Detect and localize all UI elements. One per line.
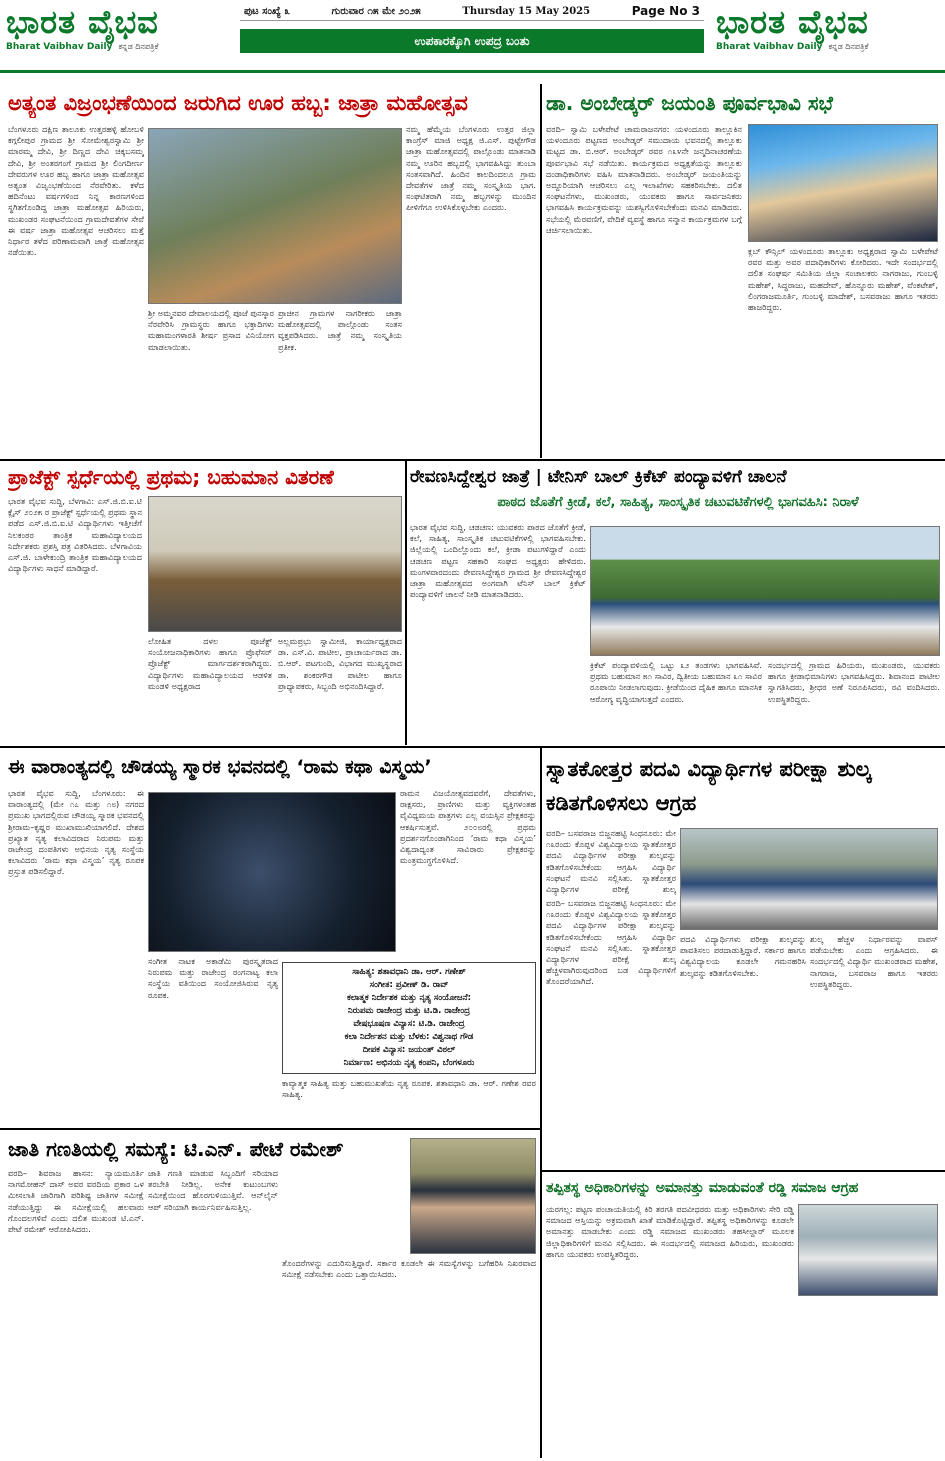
credit-line-4: ನಿರುಪಮ ರಾಜೇಂದ್ರ ಮತ್ತು ಟಿ.ಡಿ. ರಾಜೇಂದ್ರ bbox=[348, 1006, 470, 1016]
article-7-col2: ಜಾತಿ ಗಣತಿ ಮಾಡುವ ಸಿಬ್ಬಂದಿಗೆ ಸರಿಯಾದ ತರಬೇತಿ ನೀಡಿಲ್ಲ. ಅನೇಕ ಕುಟುಂಬಗಳು ಸಮೀಕ್ಷೆಯಿಂದ ಹೊರಗುಳಿಯುತ್ತಿವೆ. ಆನ್‌ಲೈನ್ ಆಪ್ ಸರಿಯಾಗಿ ಕಾರ್ಯನಿರ್ವಹಿಸುತ್ತಿಲ್ಲ. bbox=[148, 1168, 278, 1212]
masthead-tagline-right: ಕನ್ನಡ ದಿನಪತ್ರಿಕೆ bbox=[828, 42, 869, 51]
vertical-divider-mid bbox=[405, 461, 407, 745]
credit-line-2: ಸಂಗೀತ: ಪ್ರವೀಣ್ ಡಿ. ರಾವ್ bbox=[369, 980, 449, 990]
masthead-divider bbox=[0, 70, 945, 73]
article-3-headline: ಪ್ರಾಜೆಕ್ಟ್ ಸ್ಪರ್ಧೆಯಲ್ಲಿ ಪ್ರಥಮ; ಬಹುಮಾನ ವಿತರಣೆ bbox=[8, 465, 334, 489]
article-2-photo bbox=[748, 124, 938, 242]
article-6-photo bbox=[680, 828, 938, 930]
article-7-photo bbox=[410, 1138, 536, 1254]
article-1-col3: ಪ್ರಾಚೀನ ಗ್ರಾಮಗಳ ನಾಗರೀಕರು ಜಾತ್ರಾ ಮಹೋತ್ಸವದಲ್ಲಿ ಪಾಲ್ಗೊಂಡು ಸಂತಸ ವ್ಯಕ್ತಪಡಿಸಿದರು. ಜಾತ್ರೆ ನಮ್ಮ ಸಂಸ್ಕೃತಿಯ ಪ್ರತೀಕ. bbox=[278, 308, 402, 352]
article-4-photo bbox=[590, 526, 940, 656]
article-7-col3: ತೊಂದರೆಗಳನ್ನು ಎದುರಿಸುತ್ತಿದ್ದಾರೆ. ಸರ್ಕಾರ ಕೂಡಲೇ ಈ ಸಮಸ್ಯೆಗಳನ್ನು ಬಗೆಹರಿಸಿ ನಿಖರವಾದ ಸಮೀಕ್ಷೆ ನಡೆಸಬೇಕು ಎಂದು ಒತ್ತಾಯಿಸಿದರು. bbox=[282, 1258, 536, 1280]
section-divider-3 bbox=[0, 1128, 540, 1130]
issue-info: ಪುಟ ಸಂಖ್ಯೆ ೩ bbox=[244, 5, 291, 17]
masthead-title: ಭಾರತ ವೈಭವ bbox=[6, 3, 159, 41]
article-4-col3: ಸಂದರ್ಭದಲ್ಲಿ ಗ್ರಾಮದ ಹಿರಿಯರು, ಮುಖಂಡರು, ಯುವಕರು ಹಾಗೂ ಕ್ರೀಡಾಭಿಮಾನಿಗಳು ಭಾಗವಹಿಸಿದ್ದರು. ಶಿವಾನಂದ ಪಾಟೀಲ ಸ್ವಾಗತಿಸಿದರು, ಶ್ರೀಧರ ಅಣೆ ನಿರೂಪಿಸಿದರು, ರವಿ ವಂದಿಸಿದರು. ಉಪಸ್ಥಿತರಿದ್ದರು. bbox=[768, 660, 940, 704]
article-4-subhead: ಪಾಠದ ಜೊತೆಗೆ ಕ್ರೀಡೆ, ಕಲೆ, ಸಾಹಿತ್ಯ, ಸಾಂಸ್ಕೃತಿಕ ಚಟುವಟಿಕೆಗಳಲ್ಲಿ ಭಾಗವಹಿಸಿ: ನಿರಾಳೆ bbox=[497, 495, 859, 510]
masthead-subtitle: Bharat Vaibhav Daily bbox=[6, 42, 113, 52]
article-3-photo bbox=[148, 496, 402, 632]
article-8-col1: ಯರಗಲ್ಲ: ಪಟ್ಟಣ ಪಂಚಾಯತಿಯಲ್ಲಿ ಕಿರಿ ತರಗತಿ ಪದವೀಧರರು ಮತ್ತು ಅಧಿಕಾರಿಗಳು ಸೇರಿ ರಡ್ಡಿ ಸಮಾಜದ ಆಸ್ತಿಯನ್ನು ಅಕ್ರಮವಾಗಿ ಖಾತೆ ಮಾಡಿಕೊಟ್ಟಿದ್ದಾರೆ. ತಪ್ಪಿತಸ್ಥ ಅಧಿಕಾರಿಗಳನ್ನು ಕೂಡಲೇ ಅಮಾನತ್ತು ಮಾಡಬೇಕು ಎಂದು ರಡ್ಡಿ ಸಮಾಜದ ಮುಖಂಡರು ತಹಸೀಲ್ದಾರ್ ಮೂಲಕ ಜಿಲ್ಲಾಧಿಕಾರಿಗಳಿಗೆ ಮನವಿ ಸಲ್ಲಿಸಿದರು. ಈ ಸಂದರ್ಭದಲ್ಲಿ ಸಮಾಜದ ಹಿರಿಯರು, ಮುಖಂಡರು ಹಾಗೂ ಯುವಕರು ಉಪಸ್ಥಿತರಿದ್ದರು. bbox=[546, 1204, 794, 1259]
article-5-col1: ಭಾರತ ವೈಭವ ಸುದ್ದಿ, ಬೆಂಗಳೂರು: ಈ ವಾರಾಂತ್ಯದಲ್ಲಿ (ಮೇ ೧೭ ಮತ್ತು ೧೮) ನಗರದ ಪ್ರಮುಖ ಭಾಗದಲ್ಲಿರುವ ಚೌಡಯ್ಯ ಸ್ಮಾರಕ ಭವನದಲ್ಲಿ ಶ್ರೀರಾಮ–ಕೃಷ್ಣರ ಮುಖಾಮುಖಿಯಾಗಲಿದೆ. ದೇಶದ ಪ್ರಖ್ಯಾತ ನೃತ್ಯ ಕಲಾವಿದರಾದ ನಿರುಪಮ ಮತ್ತು ರಾಜೇಂದ್ರ ದಂಪತಿಗಳು ಅಭಿನಯ ನೃತ್ಯ ಸಂಸ್ಥೆಯ ಕಲಾವಿದರು ‘ರಾಮ ಕಥಾ ವಿಸ್ಮಯ’ ನೃತ್ಯ ರೂಪಕ ಪ್ರಸ್ತುತ ಪಡಿಸಲಿದ್ದಾರೆ. bbox=[8, 788, 144, 877]
article-4-col2: ಕ್ರಿಕೆಟ್ ಪಂದ್ಯಾವಳಿಯಲ್ಲಿ ಒಟ್ಟು ೩೨ ತಂಡಗಳು ಭಾಗವಹಿಸಿವೆ. ಪ್ರಥಮ ಬಹುಮಾನ ೫೧ ಸಾವಿರ, ದ್ವಿತೀಯ ಬಹುಮಾನ ೩೧ ಸಾವಿರ ರೂಪಾಯಿ ನೀಡಲಾಗುವುದು. ಕ್ರೀಡೆಯಿಂದ ದೈಹಿಕ ಹಾಗೂ ಮಾನಸಿಕ ಆರೋಗ್ಯ ವೃದ್ಧಿಯಾಗುತ್ತದೆ ಎಂದರು. bbox=[590, 660, 762, 704]
article-6-col1-cont: ವರದಿ– ಬಸವರಾಜ ಬಿಜ್ಜನಹಟ್ಟಿ ಸಿಂಧನೂರು: ಮೇ ೧೩ರಂದು ಕೊಪ್ಪಳ ವಿಶ್ವವಿದ್ಯಾಲಯ ಸ್ನಾತಕೋತ್ತರ ಪದವಿ ವಿದ್ಯಾರ್ಥಿಗಳ ಪರೀಕ್ಷಾ ಶುಲ್ಕವನ್ನು ಕಡಿತಗೊಳಿಸಬೇಕೆಂದು ಆಗ್ರಹಿಸಿ ವಿದ್ಯಾರ್ಥಿ ಸಂಘಟನೆ ಮನವಿ ಸಲ್ಲಿಸಿತು. ಸ್ನಾತಕೋತ್ತರ ವಿದ್ಯಾರ್ಥಿಗಳ ಪರೀಕ್ಷೆ ಶುಲ್ಕ ಹೆಚ್ಚಳವಾಗಿರುವುದರಿಂದ ಬಡ ವಿದ್ಯಾರ್ಥಿಗಳಿಗೆ ತೊಂದರೆಯಾಗಿದೆ. bbox=[546, 898, 676, 987]
masthead-right bbox=[716, 2, 940, 64]
article-2-col2: ಕ್ಲಬ್ ಕೌನ್ಸಿಲ್ ಯಳಂದೂರು ತಾಲ್ಲೂಕು ಅಧ್ಯಕ್ಷರಾದ ಸ್ವಾಮಿ ಬಳೇಪೇಟೆ ರವರ ಮತ್ತು ಅವರ ಪದಾಧಿಕಾರಿಗಳು ಕೋರಿದರು. ಇದೇ ಸಂದರ್ಭದಲ್ಲಿ ದಲಿತ ಸಂಘರ್ಷ ಸಮಿತಿಯ ಜಿಲ್ಲಾ ಸಂಚಾಲಕರು ನಾಗರಾಜು, ಗುಂಬಳ್ಳಿ ಮಹೇಶ್, ಸಿದ್ದರಾಜು, ಮಹದೇವ್, ಹೊನ್ನೂರು ಮಹೇಶ್, ವೆಂಕಟೇಶ್, ಲಿಂಗರಾಜಮೂರ್ತಿ, ಗುಂಬಳ್ಳಿ ಮಾದೇಶ್, ಬಸವರಾಜು ಹಾಗೂ ಇತರರು ಹಾಜರಿದ್ದರು. bbox=[748, 246, 938, 313]
article-1-col2: ಶ್ರೀ ಅಮ್ಮನವರ ದೇವಾಲಯದಲ್ಲಿ ಪೂಜೆ ಪುನಸ್ಕಾರ ನೆರವೇರಿಸಿ ಗ್ರಾಮಸ್ಥರು ಹಾಗೂ ಭಕ್ತಾದಿಗಳು ಮಹಾಮಂಗಳಾರತಿ ಶೀರ್ಷ ಪ್ರಸಾದ ವಿನಿಯೋಗ ಮಾಡಲಾಯಿತು. bbox=[148, 308, 274, 352]
section-divider-4 bbox=[542, 1170, 945, 1172]
article-6-col1: ವರದಿ– ಬಸವರಾಜ ಬಿಜ್ಜನಹಟ್ಟಿ ಸಿಂಧನೂರು: ಮೇ ೧೩ರಂದು ಕೊಪ್ಪಳ ವಿಶ್ವವಿದ್ಯಾಲಯ ಸ್ನಾತಕೋತ್ತರ ಪದವಿ ವಿದ್ಯಾರ್ಥಿಗಳ ಪರೀಕ್ಷಾ ಶುಲ್ಕವನ್ನು ಕಡಿತಗೊಳಿಸಬೇಕೆಂದು ಆಗ್ರಹಿಸಿ ವಿದ್ಯಾರ್ಥಿ ಸಂಘಟನೆ ಮನವಿ ಸಲ್ಲಿಸಿತು. ಸ್ನಾತಕೋತ್ತರ ವಿದ್ಯಾರ್ಥಿಗಳ ಪರೀಕ್ಷೆ ಶುಲ್ಕ bbox=[546, 828, 676, 895]
article-6-headline: ಸ್ನಾತಕೋತ್ತರ ಪದವಿ ವಿದ್ಯಾರ್ಥಿಗಳ ಪರೀಕ್ಷಾ ಶುಲ್ಕ ಕಡಿತಗೊಳಿಸಲು ಆಗ್ರಹ bbox=[546, 757, 872, 815]
masthead-tagline: ಕನ್ನಡ ದಿನಪತ್ರಿಕೆ bbox=[118, 42, 159, 51]
masthead-left bbox=[6, 2, 234, 64]
masthead-center bbox=[240, 2, 704, 64]
article-6-col3: ಶುಲ್ಕ ಹೆಚ್ಚಳ ನಿರ್ಧಾರವನ್ನು ವಾಪಸ್ ಪಡೆಯಬೇಕು ಎಂದು ಆಗ್ರಹಿಸಿದರು. ಈ ಸಂದರ್ಭದಲ್ಲಿ ವಿದ್ಯಾರ್ಥಿ ಮುಖಂಡರಾದ ಮಹೇಶ, ನಾಗರಾಜ, ಬಸವರಾಜ ಹಾಗೂ ಇತರರು ಉಪಸ್ಥಿತರಿದ್ದರು. bbox=[810, 934, 938, 989]
article-7-headline: ಜಾತಿ ಗಣತಿಯಲ್ಲಿ ಸಮಸ್ಯೆ: ಟಿ.ಎನ್. ಪೇಟೆ ರಮೇಶ್ bbox=[8, 1137, 344, 1161]
article-4-headline: ರೇವಣಸಿದ್ದೇಶ್ವರ ಜಾತ್ರೆ | ಟೇನಿಸ್ ಬಾಲ್ ಕ್ರಿಕೆಟ್ ಪಂದ್ಯಾವಳಿಗೆ ಚಾಲನೆ bbox=[410, 467, 787, 487]
masthead-title-right: ಭಾರತ ವೈಭವ bbox=[716, 3, 869, 41]
article-2-headline: ಡಾ. ಅಂಬೇಡ್ಕರ್ ಜಯಂತಿ ಪೂರ್ವಭಾವಿ ಸಭೆ bbox=[546, 91, 833, 115]
article-3-col3: ಅಲ್ಲಮಪ್ರಭು ಸ್ವಾಮೀಜಿ, ಕಾರ್ಯಾಧ್ಯಕ್ಷರಾದ ಡಾ. ಎಸ್.ವಿ. ಪಾಟೀಲ, ಪ್ರಾಚಾರ್ಯರಾದ ಡಾ. ಬಿ.ಆರ್. ಪಟಗುಂದಿ, ವಿಭಾಗದ ಮುಖ್ಯಸ್ಥರಾದ ಡಾ. ಶಂಕರಗೌಡ ಪಾಟೀಲ ಹಾಗೂ ಪ್ರಾಧ್ಯಾಪಕರು, ಸಿಬ್ಬಂದಿ ಅಭಿನಂದಿಸಿದ್ದಾರೆ. bbox=[278, 636, 402, 691]
slogan-banner bbox=[240, 29, 704, 53]
article-3-col1: ಭಾರತ ವೈಭವ ಸುದ್ದಿ, ಬೆಳಗಾವಿ: ಎಸ್.ಜಿ.ಬಿ.ಐ.ಟಿ ಕ್ಲೈಸ್ ೨೦೨೫ ರ ಪ್ರಾಜೆಕ್ಟ್ ಸ್ಪರ್ಧೆಯಲ್ಲಿ ಪ್ರಥಮ ಸ್ಥಾನ ಪಡೆದ ಎಸ್.ಜಿ.ಬಿ.ಐ.ಟಿ ವಿದ್ಯಾರ್ಥಿಗಳು ಇತ್ತೀಚೆಗೆ ನಿಲಕಂಠರ ತಾಂತ್ರಿಕ ಮಹಾವಿದ್ಯಾಲಯದ ನಿರ್ದೇಶಕರು ಪ್ರಶಸ್ತಿ ಪತ್ರ ವಿತರಿಸಿದರು. ಬೆಳಗಾವಿಯ ಎಸ್.ಜಿ. ಬಾಳೇಕುಂದ್ರಿ ತಾಂತ್ರಿಕ ಮಹಾವಿದ್ಯಾಲಯದ ವಿದ್ಯಾರ್ಥಿಗಳು ಸಾಧನೆ ಮಾಡಿದ್ದಾರೆ. bbox=[8, 496, 142, 574]
date-kannada: ಗುರುವಾರ ೧೫ ಮೇ ೨೦೨೫ bbox=[331, 5, 421, 17]
article-1-photo bbox=[148, 128, 402, 304]
article-5-photo bbox=[148, 792, 396, 952]
credit-line-1: ಸಾಹಿತ್ಯ: ಶತಾವಧಾನಿ ಡಾ. ಆರ್. ಗಣೇಶ್ bbox=[352, 967, 466, 977]
article-5-credits-box bbox=[282, 962, 536, 1074]
date-english: Thursday 15 May 2025 bbox=[462, 5, 591, 17]
article-6-col2: ಪದವಿ ವಿದ್ಯಾರ್ಥಿಗಳು ಪರೀಕ್ಷಾ ಶುಲ್ಕವನ್ನು ಪಾವತಿಸಲು ಪರದಾಡುತ್ತಿದ್ದಾರೆ. ಸರ್ಕಾರ ಹಾಗೂ ವಿಶ್ವವಿದ್ಯಾಲಯ ಕೂಡಲೇ ಗಮನಹರಿಸಿ ಶುಲ್ಕವನ್ನು ಕಡಿತಗೊಳಿಸಬೇಕು. bbox=[680, 934, 806, 978]
credit-line-8: ನಿರ್ಮಾಣ: ಅಭಿನಯ ನೃತ್ಯ ಕಂಪನಿ, ಬೆಂಗಳೂರು bbox=[343, 1058, 475, 1068]
section-divider-2 bbox=[0, 746, 945, 748]
credit-line-3: ಕಲಾತ್ಮಕ ನಿರ್ದೇಶಕ ಮತ್ತು ನೃತ್ಯ ಸಂಯೋಜನೆ: bbox=[346, 993, 472, 1003]
section-divider-1 bbox=[0, 459, 945, 461]
masthead-subtitle-right: Bharat Vaibhav Daily bbox=[716, 42, 823, 52]
article-5-headline: ಈ ವಾರಾಂತ್ಯದಲ್ಲಿ ಚೌಡಯ್ಯ ಸ್ಮಾರಕ ಭವನದಲ್ಲಿ ‘ರಾಮ ಕಥಾ ವಿಸ್ಮಯ’ bbox=[8, 756, 432, 778]
article-7-col1: ವರದಿ– ಶಿವರಾಜ ಹಾಸನ: ನ್ಯಾಯಮೂರ್ತಿ ನಾಗಮೋಹನ್ ದಾಸ್ ಅವರ ವರದಿಯ ಪ್ರಕಾರ ಒಳ ಮೀಸಲಾತಿ ಜಾರಿಗಾಗಿ ಪರಿಶಿಷ್ಟ ಜಾತಿಗಳ ಸಮೀಕ್ಷೆ ನಡೆಯುತ್ತಿದ್ದು ಈ ಸಮೀಕ್ಷೆಯಲ್ಲಿ ಹಲವಾರು ಗೊಂದಲಗಳಿವೆ ಎಂದು ದಲಿತ ಮುಖಂಡ ಟಿ.ಎನ್. ಪೇಟೆ ರಮೇಶ್ ಆರೋಪಿಸಿದರು. bbox=[8, 1168, 144, 1235]
article-2-col1: ವರದಿ– ಸ್ವಾಮಿ ಬಳೇಪೇಟೆ ಚಾಮರಾಜನಗರ: ಯಳಂದೂರು ತಾಲ್ಲೂಕಿನ ಯಳಂದೂರು ಪಟ್ಟಣದ ಅಂಬೇಡ್ಕರ್ ಸಮುದಾಯ ಭವನದಲ್ಲಿ ತಾಲ್ಲೂಕು ಮಟ್ಟದ ಡಾ. ಬಿ.ಆರ್. ಅಂಬೇಡ್ಕರ್ ರವರ ೧೩೪ನೇ ಜನ್ಮದಿನಾಚರಣೆಯ ಪೂರ್ವಭಾವಿ ಸಭೆ ನಡೆಯಿತು. ಕಾರ್ಯಕ್ರಮದ ಅಧ್ಯಕ್ಷತೆಯನ್ನು ತಾಲ್ಲೂಕು ದಂಡಾಧಿಕಾರಿಗಳು ವಹಿಸಿ ಮಾತನಾಡಿದರು. ಅಂಬೇಡ್ಕರ್ ಜಯಂತಿಯನ್ನು ಅದ್ದೂರಿಯಾಗಿ ಆಚರಿಸಲು ಎಲ್ಲ ಇಲಾಖೆಗಳು ಸಹಕರಿಸಬೇಕು. ದಲಿತ ಸಂಘಟನೆಗಳು, ಮುಖಂಡರು, ಯುವಕರು ಹಾಗೂ ಸಾರ್ವಜನಿಕರು ಭಾಗವಹಿಸಿ ಕಾರ್ಯಕ್ರಮವನ್ನು ಯಶಸ್ವಿಗೊಳಿಸಬೇಕೆಂದು ಮನವಿ ಮಾಡಿದರು. ಸಭೆಯಲ್ಲಿ ಮೆರವಣಿಗೆ, ವೇದಿಕೆ ವ್ಯವಸ್ಥೆ ಹಾಗೂ ಸನ್ಮಾನ ಕಾರ್ಯಕ್ರಮಗಳ ಬಗ್ಗೆ ಚರ್ಚಿಸಲಾಯಿತು. bbox=[546, 124, 742, 235]
article-6-col1b bbox=[546, 898, 676, 1168]
article-5-col2: ಸಂಗೀತ ನಾಟಕ ಅಕಾಡೆಮಿ ಪುರಸ್ಕೃತರಾದ ನಿರುಪಮ ಮತ್ತು ರಾಜೇಂದ್ರ ರಂಗನಾಟ್ಯ ಕಲಾ ಸಂಸ್ಥೆಯ ವತಿಯಿಂದ ಸಂಯೋಜಿಸಿರುವ ನೃತ್ಯ ರೂಪಕ. bbox=[148, 956, 278, 1000]
slogan-text: ಉಪಕಾರಕ್ಕೊಗಿ ಉಪದ್ರ ಬಂತು bbox=[414, 34, 530, 48]
article-4-col1: ಭಾರತ ವೈಭವ ಸುದ್ದಿ, ಚಡಚಣ: ಯುವಕರು ಪಾಠದ ಜೊತೆಗೆ ಕ್ರೀಡೆ, ಕಲೆ, ಸಾಹಿತ್ಯ, ಸಾಂಸ್ಕೃತಿಕ ಚಟುವಟಿಕೆಗಳಲ್ಲಿ ಭಾಗವಹಿಸಬೇಕು. ಜಿಲ್ಲೆಯಲ್ಲಿ ಒಂದಿಲ್ಲೊಂದು ಕಲೆ, ಕ್ರೀಡಾ ಪಟುಗಳಿದ್ದಾರೆ ಎಂದು ಚಡಚಣ ಪಟ್ಟಣ ಸಹಕಾರಿ ಸಂಘದ ಅಧ್ಯಕ್ಷರು ಹೇಳಿದರು. ಮಂಗಳವಾರದಂದು ರೇವಣಸಿದ್ದೇಶ್ವರ ಗ್ರಾಮದ ಶ್ರೀ ರೇವಣಸಿದ್ದೇಶ್ವರ ಜಾತ್ರಾ ಮಹೋತ್ಸವದ ಅಂಗವಾಗಿ ಟೆನಿಸ್ ಬಾಲ್ ಕ್ರಿಕೆಟ್ ಪಂದ್ಯಾವಳಿಗೆ ಚಾಲನೆ ನೀಡಿ ಮಾತನಾಡಿದರು. bbox=[410, 522, 586, 600]
article-5-col3: ರಾಮನ ವಿಜಯೋತ್ಸವದವರೆಗೆ, ದೇವತೆಗಳು, ರಾಕ್ಷಸರು, ಪ್ರಾಣಿಗಳು ಮತ್ತು ವ್ಯಕ್ತಿಗಳಂತಹ ವೈವಿಧ್ಯಮಯ ಪಾತ್ರಗಳು ಎಲ್ಲ ವಯಸ್ಸಿನ ಪ್ರೇಕ್ಷಕರನ್ನು ಆಕರ್ಷಿಸುತ್ತವೆ. ೨೦೦೮ರಲ್ಲಿ ಪ್ರಥಮ ಪ್ರದರ್ಶನಗೊಂಡಾಗಿನಿಂದ ‘ರಾಮ ಕಥಾ ವಿಸ್ಮಯ’ ವಿಶ್ವದಾದ್ಯಂತ ಸಾವಿರಾರು ಪ್ರೇಕ್ಷಕರನ್ನು ಮಂತ್ರಮುಗ್ಧಗೊಳಿಸಿದೆ. bbox=[400, 788, 536, 866]
article-1-col4: ನಮ್ಮ ಹೆಮ್ಮೆಯ ಬೆಂಗಳೂರು ಉತ್ತರ ಜಿಲ್ಲಾ ಕಾಂಗ್ರೆಸ್ ಮಾಜಿ ಅಧ್ಯಕ್ಷ ಜಿ.ಎಸ್. ಪುಟ್ಟೇಗೌಡ ಜಾತ್ರಾ ಮಹೋತ್ಸವದಲ್ಲಿ ಪಾಲ್ಗೊಂಡು ಮಾತನಾಡಿ ನಮ್ಮ ಊರಿನ ಹಬ್ಬದಲ್ಲಿ ಭಾಗವಹಿಸಿದ್ದು ತುಂಬಾ ಸಂತಸವಾಗಿದೆ. ಹಿಂದಿನ ಕಾಲದಿಂದಲೂ ಗ್ರಾಮ ದೇವತೆಗಳ ಜಾತ್ರೆ ನಮ್ಮ ಸಂಸ್ಕೃತಿಯ ಭಾಗ. ಸಂಘಟಿತರಾಗಿ ನಮ್ಮ ಹಬ್ಬಗಳನ್ನು ಮುಂದಿನ ಪೀಳಿಗೆಗೂ ಉಳಿಸಿಕೊಳ್ಳಬೇಕು ಎಂದರು. bbox=[406, 124, 536, 213]
vertical-divider-top bbox=[540, 84, 542, 458]
article-1-col1: ಬೆಂಗಳೂರು ದಕ್ಷಿಣ ತಾಲೂಕು ಉತ್ತರಹಳ್ಳಿ ಹೋಬಳಿ ಕಗ್ಗಲೀಪುರ ಗ್ರಾಮದ ಶ್ರೀ ಸೋಮೇಶ್ವರಸ್ವಾಮಿ ಶ್ರೀ ಮಾರಮ್ಮ ದೇವಿ, ಶ್ರೀ ದಿಣ್ಣದ ದೇವಿ ಚಿಕ್ಕಬಸಮ್ಮ ದೇವಿ, ಶ್ರೀ ಅಂತರಗಂಗೆ ಗ್ರಾಮದ ಶ್ರೀ ಲಿಂಗದೀರ್ಣ ದೇವರುಗಳ ಊರ ಹಬ್ಬ ಹಾಗೂ ಜಾತ್ರಾ ಮಹೋತ್ಸವ ಅತ್ಯಂತ ವಿಜೃಂಭಣೆಯಿಂದ ನೆರವೇರಿತು. ಕಳೆದ ಹದಿನೆಂಟು ವರ್ಷಗಳಿಂದ ನಿನ್ನ ಕಾರಣಗಳಿಂದ ಸ್ಥಗಿತಗೊಂಡಿದ್ದ ಜಾತ್ರಾ ಮಹೋತ್ಸವ ಹಿರಿಯರು, ಮುಖಂಡರ ಸಂಘಟನೆಯಿಂದ ಗ್ರಾಮದೇವತೆಗಳ ಸೇವೆ ಈ ವರ್ಷ ಜಾತ್ರಾ ಮಹೋತ್ಸವ ಆಚರಿಸಲು ಮತ್ತೆ ನಿರ್ಧಾರ ತಳೆದ ಪರಿಣಾಮವಾಗಿ ಜಾತ್ರೆ ಮಹೋತ್ಸವ ನಡೆಯಿತು. bbox=[8, 124, 144, 258]
credit-line-6: ಕಲಾ ನಿರ್ದೇಶನ ಮತ್ತು ಬೆಳಕು: ವಿಶ್ವನಾಥ ಗೌಡ bbox=[344, 1032, 474, 1042]
article-5-col4: ಕಾವ್ಯಾತ್ಮಕ ಸಾಹಿತ್ಯ ಮತ್ತು ಬಹುಮುಖತೆಯ ನೃತ್ಯ ರೂಪಕ. ಶತಾವಧಾನಿ ಡಾ. ಆರ್. ಗಣೇಶ ರವರ ಸಾಹಿತ್ಯ. bbox=[282, 1078, 536, 1100]
article-6-headline-box bbox=[546, 752, 938, 824]
credit-line-7: ದೀಪಕ ವಿನ್ಯಾಸ: ಜಯಂತ್ ವಿಠಲ್ bbox=[362, 1045, 456, 1055]
article-8-photo bbox=[798, 1204, 938, 1296]
vertical-divider-bottom bbox=[540, 748, 542, 1458]
article-3-col2: ಲೋಹಿತ ದಳಲ ಪೂಜೆಕ್ಟ್ ಸಂಯೋಜನಾಧಿಕಾರಿಗಳು ಹಾಗೂ ಪ್ರೊಫೆಸರ್ ಪ್ರೊಜೆಕ್ಟ್ ಮಾರ್ಗದರ್ಶಕರಾಗಿದ್ದರು. ವಿದ್ಯಾರ್ಥಿಗಳು ಮಹಾವಿದ್ಯಾಲಯದ ಆಡಳಿತ ಮಂಡಳಿ ಅಧ್ಯಕ್ಷರಾದ bbox=[148, 636, 272, 691]
credit-line-5: ವೇಷಭೂಷಣ ವಿನ್ಯಾಸ: ಟಿ.ಡಿ. ರಾಜೇಂದ್ರ bbox=[353, 1019, 465, 1029]
page-number: Page No 3 bbox=[631, 4, 700, 18]
article-8-headline: ತಪ್ಪಿತಸ್ಥ ಅಧಿಕಾರಿಗಳನ್ನು ಅಮಾನತ್ತು ಮಾಡುವಂತೆ ರಡ್ಡಿ ಸಮಾಜ ಆಗ್ರಹ bbox=[546, 1180, 859, 1196]
article-1-headline: ಅತ್ಯಂತ ವಿಜ್ರಂಭಣೆಯಿಂದ ಜರುಗಿದ ಊರ ಹಬ್ಬ: ಜಾತ್ರಾ ಮಹೋತ್ಸವ bbox=[8, 91, 468, 115]
